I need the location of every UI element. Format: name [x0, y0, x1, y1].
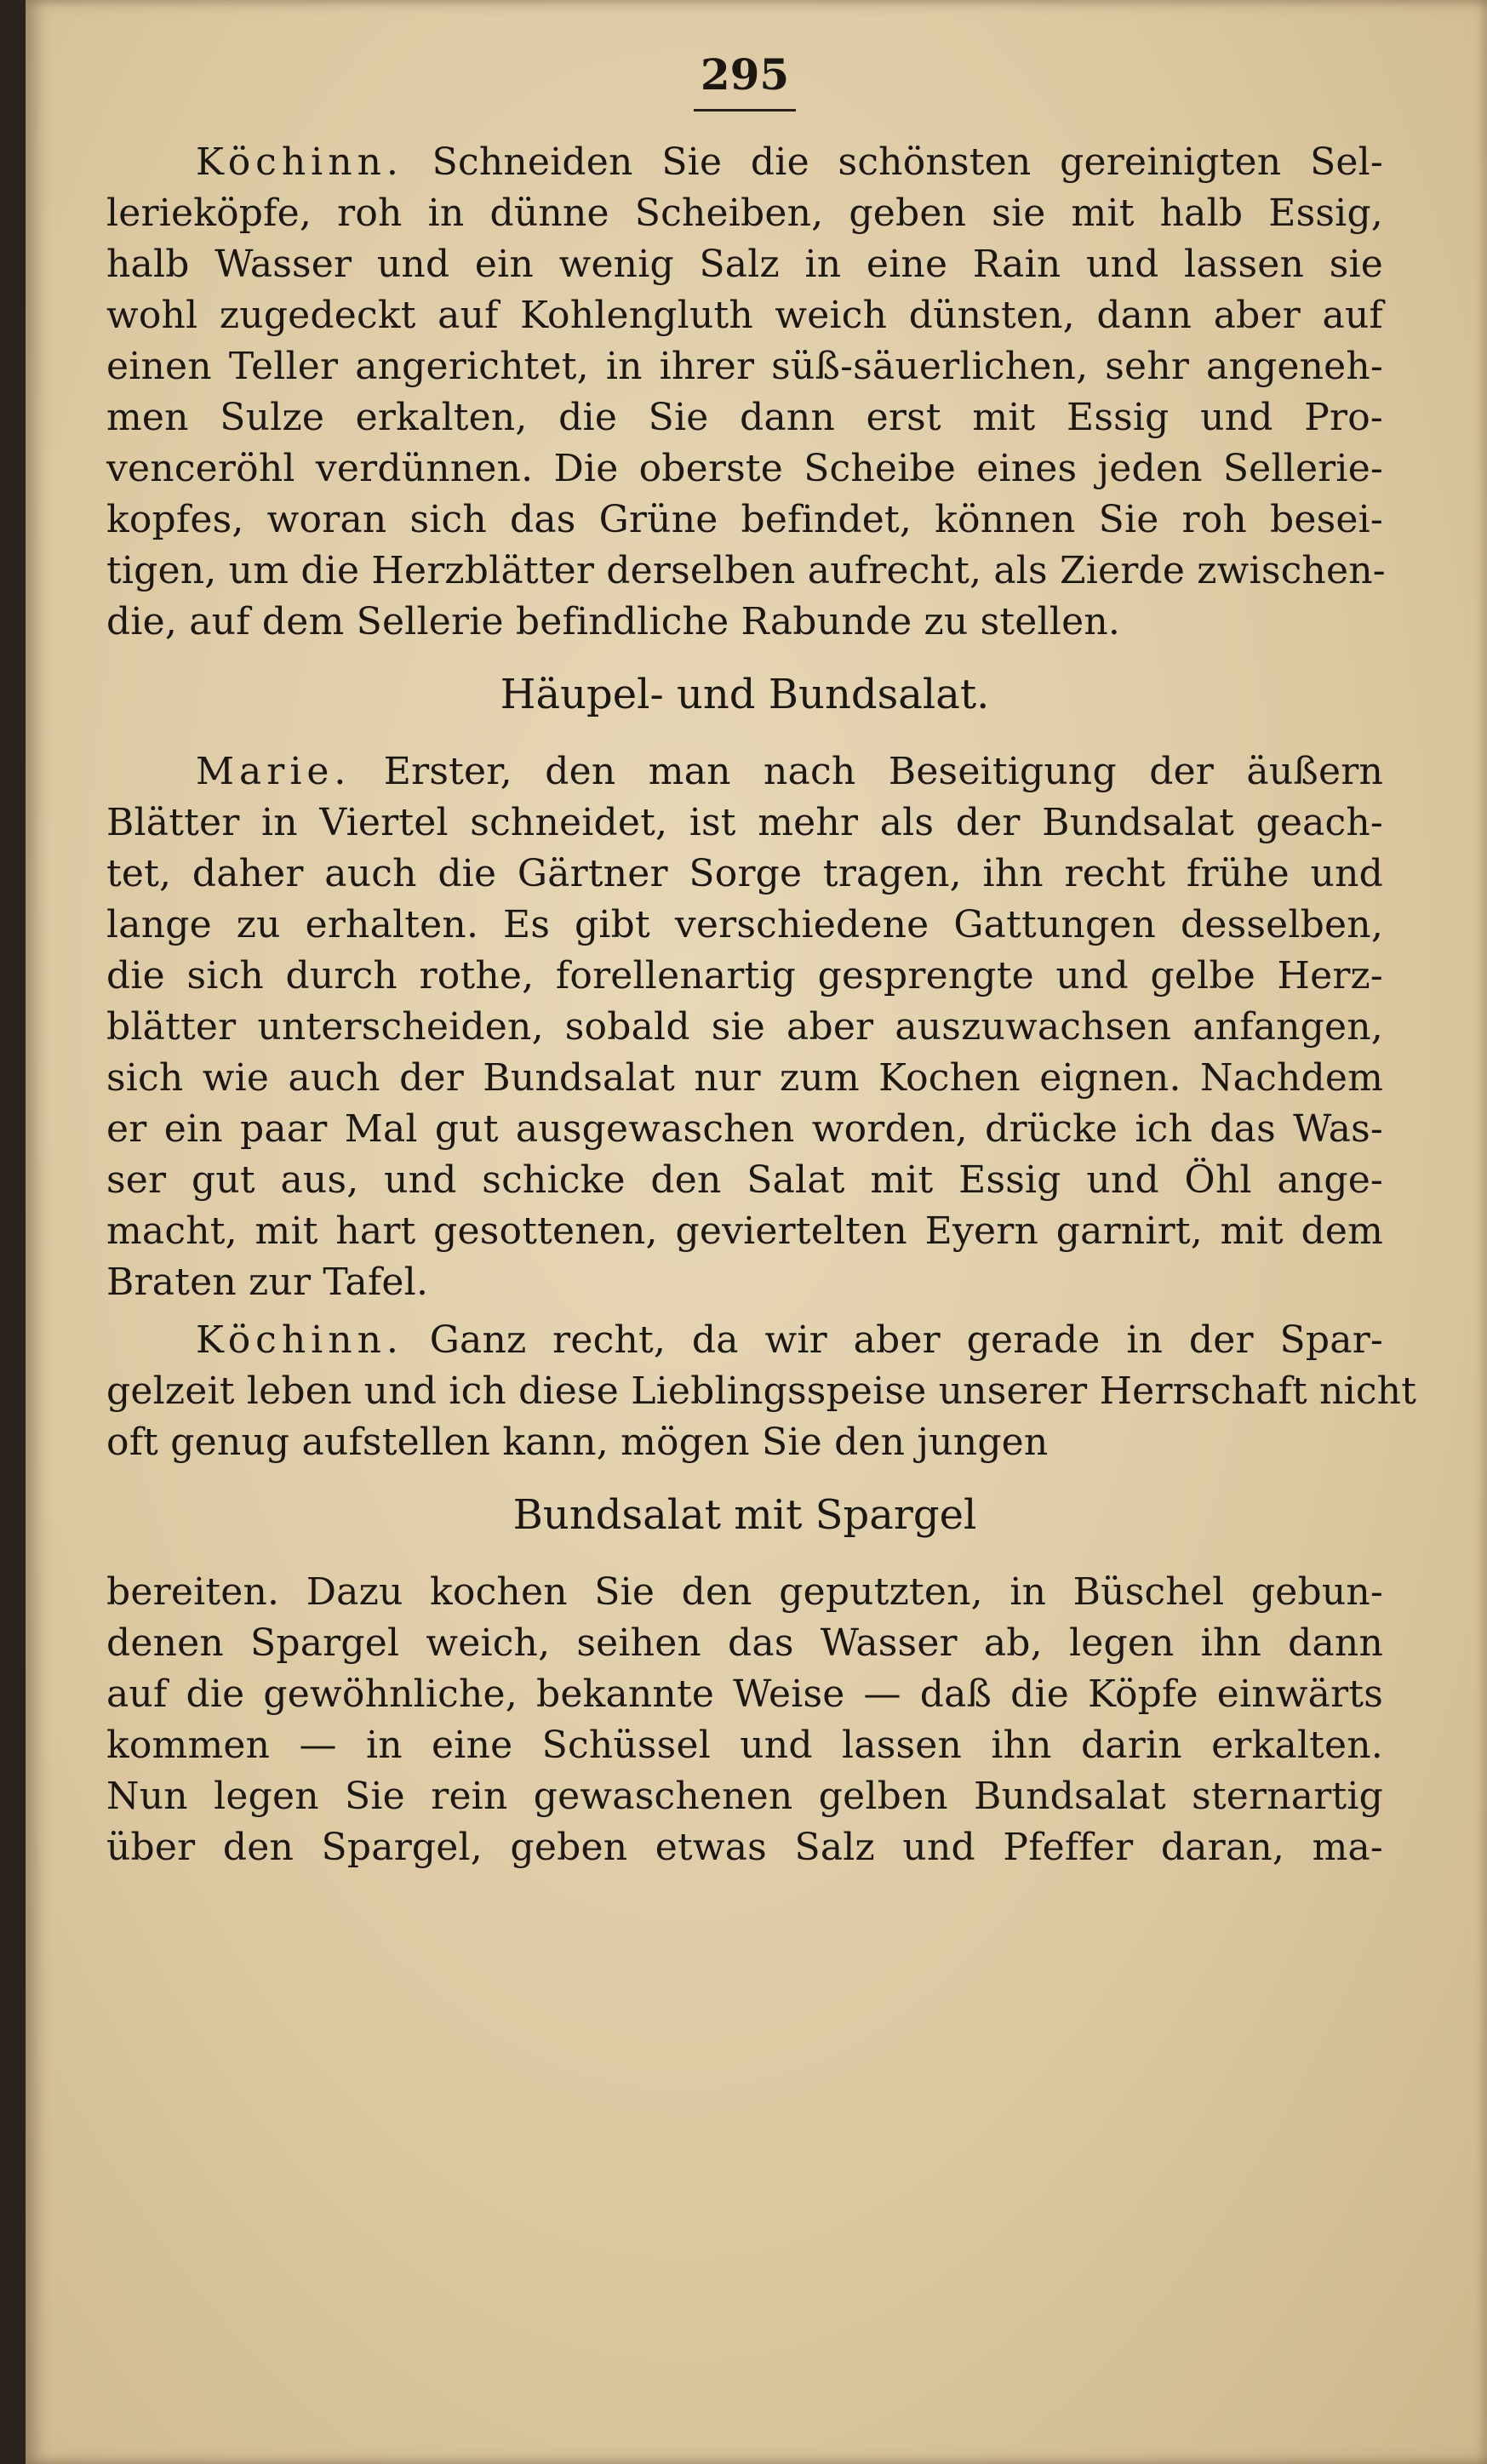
- text-line: lerieköpfe, roh in dünne Scheiben, geben sie mit halb Essig,: [106, 192, 1383, 235]
- line-text: Erster, den man nach Beseitigung der äußern: [351, 750, 1383, 793]
- line-text: Schneiden Sie die schönsten gereinigten Sel-: [403, 140, 1383, 184]
- book-page: [26, 0, 1487, 2464]
- line-text: Ganz recht, da wir aber gerade in der Spar-: [403, 1318, 1383, 1362]
- text-line: er ein paar Mal gut ausgewaschen worden, drücke ich das Was-: [106, 1107, 1383, 1151]
- paragraph-gap: [106, 1308, 1383, 1315]
- text-line: auf die gewöhnliche, bekannte Weise — daß die Köpfe einwärts: [106, 1672, 1383, 1716]
- text-line: men Sulze erkalten, die Sie dann erst mit Essig und Pro-: [106, 396, 1383, 439]
- text-line: denen Spargel weich, seihen das Wasser ab, legen ihn dann: [106, 1621, 1383, 1665]
- text-line: lange zu erhalten. Es gibt verschiedene Gattungen desselben,: [106, 903, 1383, 946]
- page-number-rule: [694, 109, 796, 111]
- text-line: Braten zur Tafel.: [106, 1261, 429, 1304]
- section-heading: Häupel- und Bundsalat.: [500, 671, 990, 718]
- page-number: 295: [700, 49, 790, 100]
- text-line: tet, daher auch die Gärtner Sorge tragen, ihn recht frühe und: [106, 852, 1383, 895]
- section-heading: Bundsalat mit Spargel: [512, 1491, 977, 1539]
- text-line: Nun legen Sie rein gewaschenen gelben Bundsalat sternartig: [106, 1775, 1383, 1818]
- text-line: wohl zugedeckt auf Kohlengluth weich dünsten, dann aber auf: [106, 294, 1383, 337]
- text-line: ser gut aus, und schicke den Salat mit Essig und Öhl ange-: [106, 1158, 1383, 1202]
- text-line: Blätter in Viertel schneidet, ist mehr als der Bundsalat geach-: [106, 801, 1383, 844]
- text-line: macht, mit hart gesottenen, geviertelten Eyern garnirt, mit dem: [106, 1209, 1383, 1253]
- text-line: einen Teller angerichtet, in ihrer süß-säuerlichen, sehr angeneh-: [106, 345, 1383, 388]
- text-line: sich wie auch der Bundsalat nur zum Kochen eignen. Nachdem: [106, 1056, 1383, 1100]
- text-line: oft genug aufstellen kann, mögen Sie den jungen: [106, 1421, 1049, 1464]
- text-line: die, auf dem Sellerie befindliche Rabunde zu stellen.: [106, 600, 1121, 643]
- paragraph-koechinn-2: [106, 1315, 1417, 1468]
- text-line: gelzeit leben und ich diese Lieblingsspeise unserer Herrschaft nicht: [106, 1369, 1417, 1413]
- speaker-name: Marie.: [196, 750, 352, 793]
- text-line: die sich durch rothe, forellenartig gesprengte und gelbe Herz-: [106, 954, 1383, 998]
- speaker-name: Köchinn.: [196, 1318, 403, 1362]
- text-line: blätter unterscheiden, sobald sie aber auszuwachsen anfangen,: [106, 1005, 1383, 1049]
- text-line: venceröhl verdünnen. Die oberste Scheibe eines jeden Sellerie-: [106, 447, 1383, 490]
- text-line: bereiten. Dazu kochen Sie den geputzten, in Büschel gebun-: [106, 1570, 1383, 1614]
- paragraph-recipe: [106, 1567, 1383, 1873]
- paragraph-koechinn-1: [106, 137, 1386, 648]
- page-text: [106, 41, 1417, 1873]
- text-line: [106, 1315, 1383, 1366]
- speaker-name: Köchinn.: [196, 140, 403, 184]
- text-line: [106, 137, 1383, 188]
- paragraph-marie: [106, 746, 1383, 1308]
- text-line: über den Spargel, geben etwas Salz und Pfeffer daran, ma-: [106, 1826, 1383, 1869]
- text-line: tigen, um die Herzblätter derselben aufrecht, als Zierde zwischen-: [106, 549, 1386, 592]
- text-line: halb Wasser und ein wenig Salz in eine Rain und lassen sie: [106, 243, 1383, 286]
- text-line: [106, 746, 1383, 798]
- text-line: kommen — in eine Schüssel und lassen ihn darin erkalten.: [106, 1724, 1383, 1767]
- text-line: kopfes, woran sich das Grüne befindet, können Sie roh besei-: [106, 498, 1383, 541]
